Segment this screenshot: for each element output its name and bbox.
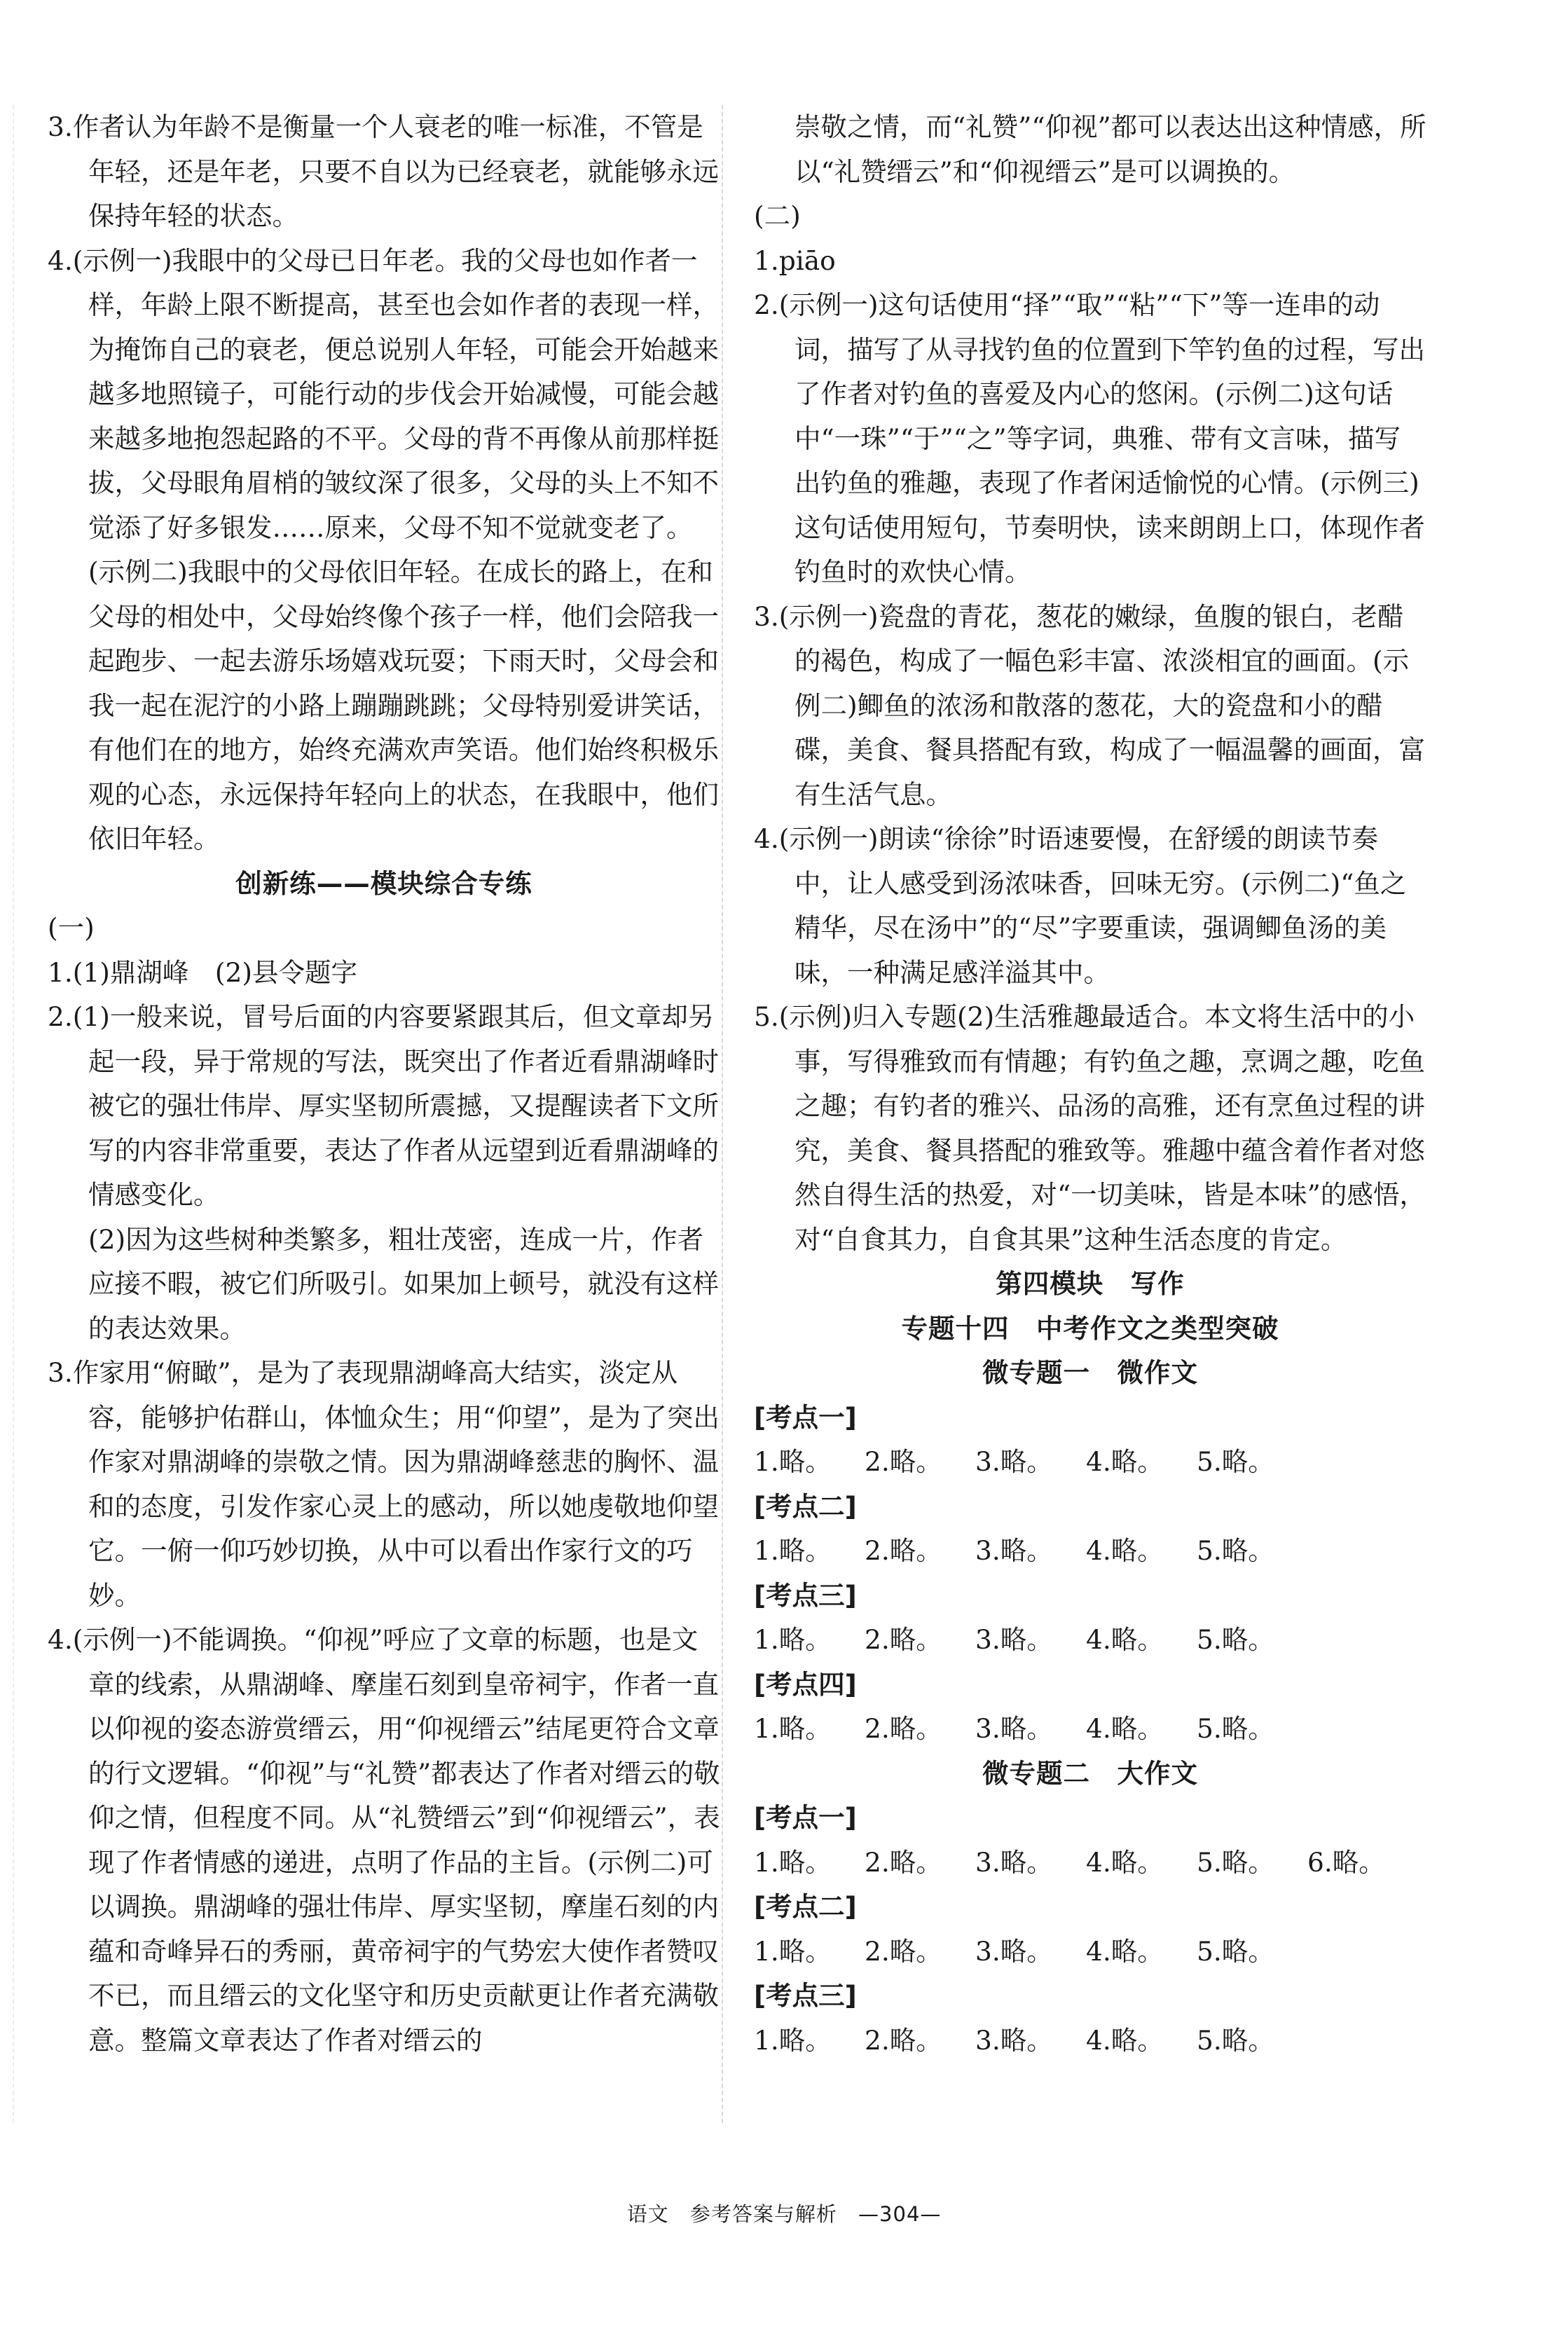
part-label-2: (二) — [754, 200, 801, 231]
answer-cell: 3.略。 — [975, 1935, 1053, 1967]
answer-2-4: 4.(示例一)朗读“徐徐”时语速要慢，在舒缓的朗读节奏中，让人感受到汤浓味香，回味无穷。(示例二)“鱼之精华，尽在汤中”的“尽”字要重读，强调鲫鱼汤的美味，一种满足感洋溢其中。 — [754, 823, 1407, 988]
answer-row — [754, 1930, 1426, 1974]
answer-1-2-2: (2)因为这些树种类繁多，粗壮茂密，连成一片，作者应接不暇，被它们所吸引。如果加上顿号，就没有这样的表达效果。 — [88, 1223, 719, 1344]
answer-cell: 2.略。 — [865, 1935, 942, 1967]
answer-cell: 1.略。 — [754, 1846, 832, 1878]
answer-cell: 2.略。 — [865, 1446, 942, 1477]
kaodian-label: [考点三] — [754, 1980, 857, 2011]
answer-2-3: 3.(示例一)瓷盘的青花，葱花的嫩绿，鱼腹的银白，老醋的褐色，构成了一幅色彩丰富、浓淡相宜的画面。(示例二)鲫鱼的浓汤和散落的葱花，大的瓷盘和小的醋碟，美食、餐具搭配有致，构成了一幅温馨的画面，富有生活气息。 — [754, 600, 1425, 810]
micro-topic-2-title: 微专题二 大作文 — [982, 1757, 1198, 1789]
answer-cell: 5.略。 — [1197, 1713, 1274, 1744]
section-title: 创新练——模块综合专练 — [235, 867, 532, 899]
answer-cell: 2.略。 — [865, 2024, 942, 2056]
answer-cell: 3.略。 — [975, 1846, 1053, 1878]
answer-cell: 1.略。 — [754, 1935, 832, 1967]
answer-2-5: 5.(示例)归入专题(2)生活雅趣最适合。本文将生活中的小事，写得雅致而有情趣；有钓鱼之趣，烹调之趣，吃鱼之趣；有钓者的雅兴、品汤的高雅，还有烹鱼过程的讲究，美食、餐具搭配的雅致等。雅趣中蕴含着作者对悠然自得生活的热爱，对“一切美味，皆是本味”的感悟，对“自食其力，自食其果”这种生活态度的肯定。 — [754, 1001, 1426, 1255]
answer-1-3: 3.作家用“俯瞰”，是为了表现鼎湖峰高大结实，淡定从容，能够护佑群山，体恤众生；用“仰望”，是为了突出作家对鼎湖峰的崇敬之情。因为鼎湖峰慈悲的胸怀、温和的态度，引发作家心灵上的感动，所以她虔敬地仰望它。一俯一仰巧妙切换，从中可以看出作家行文的巧妙。 — [48, 1357, 720, 1611]
answer-2-1: 1.piāo — [754, 245, 836, 276]
answer-cell: 2.略。 — [865, 1535, 942, 1566]
micro-topic-1-title: 微专题一 微作文 — [982, 1357, 1198, 1388]
answer-1-1: 1.(1)鼎湖峰 (2)县令题字 — [48, 956, 358, 988]
answer-cell: 3.略。 — [975, 2024, 1053, 2056]
kaodian-label: [考点三] — [754, 1579, 857, 1611]
answer-cell: 4.略。 — [1086, 1624, 1164, 1655]
right-column — [754, 105, 1426, 2063]
answer-cell: 5.略。 — [1197, 2024, 1274, 2056]
answer-cell: 5.略。 — [1197, 1846, 1274, 1878]
page-margin-rule — [13, 105, 14, 2123]
answer-2-2: 2.(示例一)这句话使用“择”“取”“粘”“下”等一连串的动词，描写了从寻找钓鱼的位置到下竿钓鱼的过程，写出了作者对钓鱼的喜爱及内心的悠闲。(示例二)这句话中“一珠”“于”“之”等字词，典雅、带有文言味，描写出钓鱼的雅趣，表现了作者闲适愉悦的心情。(示例三)这句话使用短句，节奏明快，读来朗朗上口，体现作者钓鱼时的欢快心情。 — [754, 289, 1425, 587]
kaodian-label: [考点二] — [754, 1891, 857, 1922]
answer-cell: 2.略。 — [865, 1846, 942, 1878]
footer-title: 参考答案与解析 — [689, 2202, 837, 2226]
answer-cell: 4.略。 — [1086, 1535, 1164, 1566]
answer-1-4: 4.(示例一)不能调换。“仰视”呼应了文章的标题，也是文章的线索，从鼎湖峰、摩崖石刻到皇帝祠宇，作者一直以仰视的姿态游赏缙云，用“仰视缙云”结尾更符合文章的行文逻辑。“仰视”与“礼赞”都表达了作者对缙云的敬仰之情，但程度不同。从“礼赞缙云”到“仰视缙云”，表现了作者情感的递进，点明了作品的主旨。(示例二)可以调换。鼎湖峰的强壮伟岸、厚实坚韧，摩崖石刻的内蕴和奇峰异石的秀丽，黄帝祠宇的气势宏大使作者赞叹不已，而且缙云的文化坚守和历史贡献更让作者充满敬意。整篇文章表达了作者对缙云的 — [48, 1624, 720, 2056]
answer-row — [754, 1707, 1426, 1752]
module-title: 第四模块 写作 — [996, 1268, 1185, 1299]
answer-cell: 6.略。 — [1307, 1846, 1385, 1878]
answer-cell: 5.略。 — [1197, 1446, 1274, 1477]
answer-1-4-continued: 崇敬之情，而“礼赞”“仰视”都可以表达出这种情感，所以“礼赞缙云”和“仰视缙云”是可以调换的。 — [795, 111, 1426, 187]
answer-row — [754, 2019, 1426, 2063]
answer-cell: 4.略。 — [1086, 1713, 1164, 1744]
answer-3: 3.作者认为年龄不是衡量一个人衰老的唯一标准，不管是年轻，还是年老，只要不自以为已经衰老，就能够永远保持年轻的状态。 — [48, 111, 719, 231]
kaodian-label: [考点一] — [754, 1802, 857, 1833]
answer-row — [754, 1440, 1426, 1485]
answer-1-2-1: 2.(1)一般来说，冒号后面的内容要紧跟其后，但文章却另起一段，异于常规的写法，既突出了作者近看鼎湖峰时被它的强壮伟岸、厚实坚韧所震撼，又提醒读者下文所写的内容非常重要，表达了作者从远望到近看鼎湖峰的情感变化。 — [48, 1001, 719, 1210]
left-column — [48, 105, 720, 2063]
part-label-1: (一) — [48, 912, 95, 943]
answer-row — [754, 1618, 1426, 1663]
answer-cell: 1.略。 — [754, 2024, 832, 2056]
page-number: —304— — [858, 2202, 942, 2226]
answer-cell: 3.略。 — [975, 1624, 1053, 1655]
answer-cell: 3.略。 — [975, 1713, 1053, 1744]
kaodian-label: [考点一] — [754, 1401, 857, 1433]
answer-4: 4.(示例一)我眼中的父母已日年老。我的父母也如作者一样，年龄上限不断提高，甚至也会如作者的表现一样，为掩饰自己的衰老，便总说别人年轻，可能会开始越来越多地照镜子，可能行动的步伐会开始减慢，可能会越来越多地抱怨起路的不平。父母的背不再像从前那样挺拔，父母眼角眉梢的皱纹深了很多，父母的头上不知不觉添了好多银发……原来，父母不知不觉就变老了。(示例二)我眼中的父母依旧年轻。在成长的路上，在和父母的相处中，父母始终像个孩子一样，他们会陪我一起跑步、一起去游乐场嬉戏玩耍；下雨天时，父母会和我一起在泥泞的小路上蹦蹦跳跳；父母特别爱讲笑话，有他们在的地方，始终充满欢声笑语。他们始终积极乐观的心态，永远保持年轻向上的状态，在我眼中，他们依旧年轻。 — [48, 245, 719, 854]
answer-cell: 5.略。 — [1197, 1624, 1274, 1655]
footer-subject: 语文 — [626, 2202, 669, 2226]
column-divider — [722, 105, 723, 2123]
answer-cell: 1.略。 — [754, 1446, 832, 1477]
answer-cell: 1.略。 — [754, 1713, 832, 1744]
answer-row — [754, 1529, 1426, 1574]
answer-cell: 4.略。 — [1086, 2024, 1164, 2056]
page-footer — [0, 2199, 1568, 2227]
answer-cell: 3.略。 — [975, 1535, 1053, 1566]
answer-cell: 5.略。 — [1197, 1935, 1274, 1967]
answer-cell: 3.略。 — [975, 1446, 1053, 1477]
answer-cell: 2.略。 — [865, 1624, 942, 1655]
kaodian-label: [考点四] — [754, 1668, 857, 1700]
answer-cell: 1.略。 — [754, 1624, 832, 1655]
answer-row — [754, 1841, 1426, 1885]
topic-title: 专题十四 中考作文之类型突破 — [901, 1312, 1279, 1344]
kaodian-label: [考点二] — [754, 1490, 857, 1522]
answer-cell: 5.略。 — [1197, 1535, 1274, 1566]
answer-cell: 2.略。 — [865, 1713, 942, 1744]
answer-cell: 4.略。 — [1086, 1446, 1164, 1477]
answer-cell: 1.略。 — [754, 1535, 832, 1566]
answer-cell: 4.略。 — [1086, 1935, 1164, 1967]
answer-cell: 4.略。 — [1086, 1846, 1164, 1878]
